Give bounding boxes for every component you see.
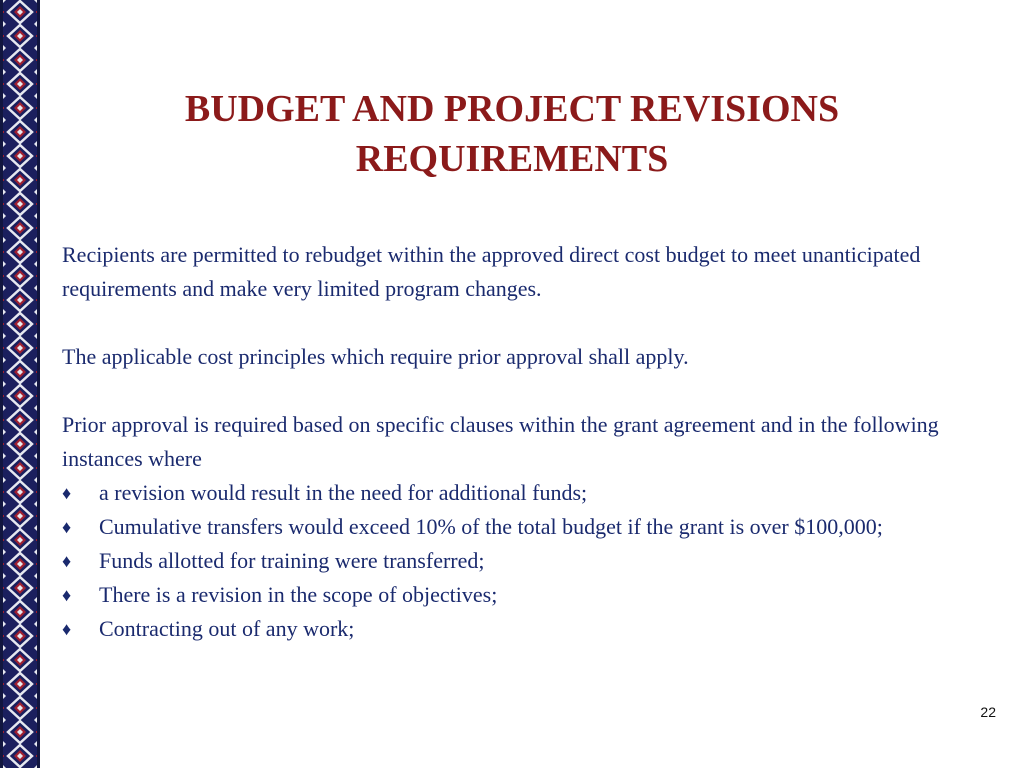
diamond-bullet-icon: ♦ bbox=[62, 483, 72, 503]
slide-body bbox=[62, 238, 972, 646]
paragraph-spacer bbox=[62, 374, 972, 408]
page-number: 22 bbox=[980, 704, 996, 720]
list-item bbox=[62, 578, 972, 612]
title-line-2: REQUIREMENTS bbox=[355, 138, 669, 180]
bullet-list bbox=[62, 476, 972, 646]
paragraph-prior-approval: Prior approval is required based on specific clauses within the grant agreement and in the following instances where bbox=[62, 412, 939, 471]
paragraph-rebudget: Recipients are permitted to rebudget within the approved direct cost budget to meet unanticipated requirements and make very limited program changes. bbox=[62, 242, 921, 301]
decorative-border bbox=[0, 0, 40, 768]
title-line-1: BUDGET AND PROJECT REVISIONS bbox=[184, 88, 840, 130]
diamond-bullet-icon: ♦ bbox=[62, 517, 72, 537]
diamond-bullet-icon: ♦ bbox=[62, 585, 72, 605]
bullet-text: a revision would result in the need for additional funds; bbox=[99, 480, 588, 505]
woven-pattern-icon bbox=[0, 0, 40, 768]
slide-title bbox=[60, 84, 964, 184]
list-item bbox=[62, 544, 972, 578]
diamond-bullet-icon: ♦ bbox=[62, 551, 72, 571]
bullet-text: Cumulative transfers would exceed 10% of the total budget if the grant is over $100,000; bbox=[99, 514, 883, 539]
diamond-bullet-icon: ♦ bbox=[62, 619, 72, 639]
paragraph-spacer bbox=[62, 306, 972, 340]
bullet-text: Contracting out of any work; bbox=[99, 616, 355, 641]
bullet-text: There is a revision in the scope of objectives; bbox=[99, 582, 498, 607]
list-item bbox=[62, 476, 972, 510]
bullet-text: Funds allotted for training were transferred; bbox=[99, 548, 485, 573]
list-item bbox=[62, 510, 972, 544]
paragraph-cost-principles: The applicable cost principles which require prior approval shall apply. bbox=[62, 344, 689, 369]
list-item bbox=[62, 612, 972, 646]
